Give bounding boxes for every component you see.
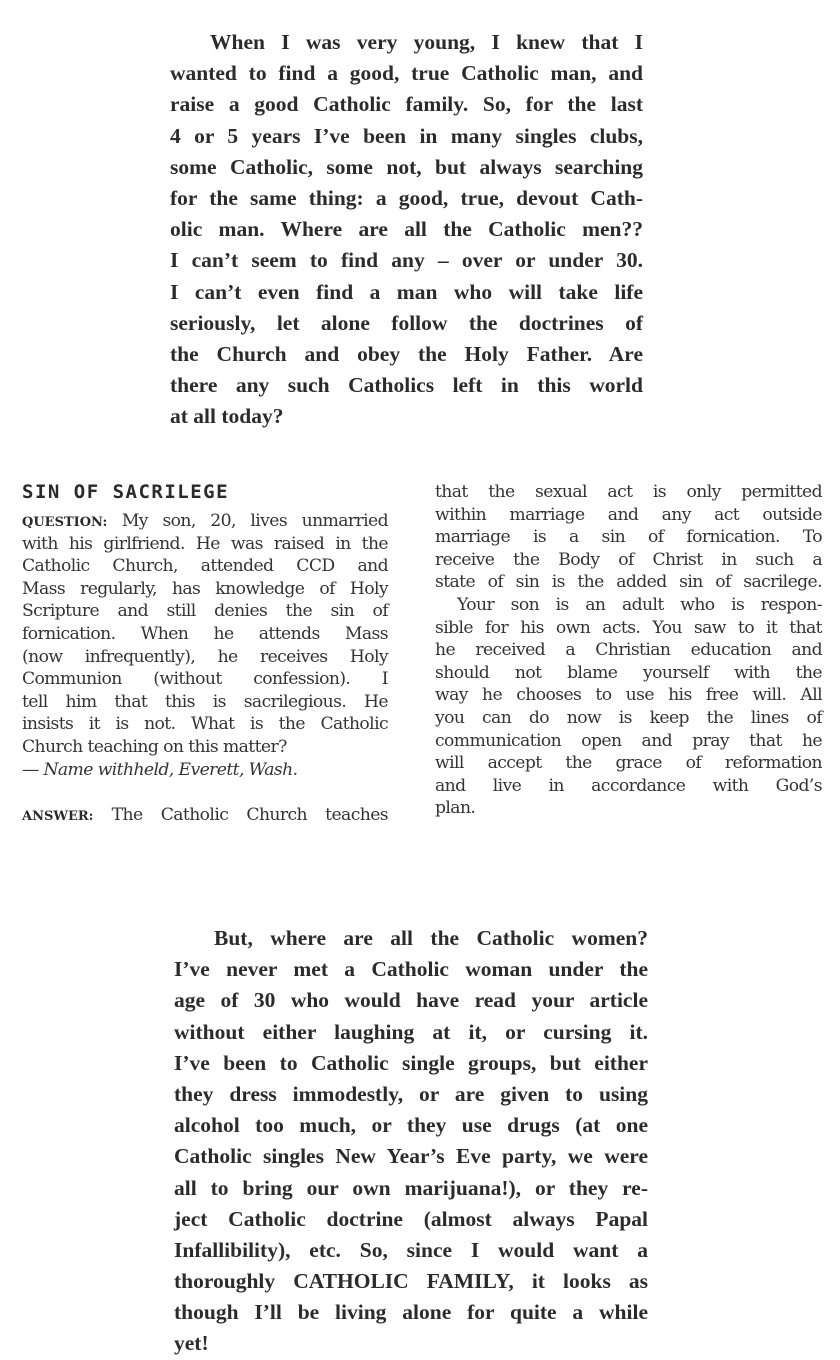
text-line: marriage is a sin of fornication. To [435, 527, 822, 548]
text-line: sible for his own acts. You saw to it that [435, 617, 822, 638]
text-line: you can do now is keep the lines of [435, 707, 822, 728]
text-line: age of 30 who would have read your article [174, 988, 648, 1013]
answer-column [435, 481, 822, 820]
text-line: (now infrequently), he receives Holy [22, 646, 388, 667]
text-line: at all today? [170, 404, 284, 429]
text-line: But, where are all the Catholic women? [214, 926, 648, 950]
letter-excerpt-bottom [174, 923, 648, 1360]
text-line: he received a Christian education and [435, 640, 822, 661]
text-line: tell him that this is sacrilegious. He [22, 691, 388, 712]
text-line: I can’t seem to find any – over or under 30. [170, 248, 643, 273]
text-line: communication open and pray that he [435, 730, 822, 751]
text-line: without either laughing at it, or cursing it. [174, 1019, 648, 1044]
question-text: My son, 20, lives unmarried [121, 511, 388, 531]
text-line: receive the Body of Christ in such a [435, 549, 822, 570]
text-line: will accept the grace of reformation [435, 753, 822, 774]
text-line: Catholic Church, attended CCD and [22, 556, 388, 577]
text-line: way he chooses to use his free will. All [435, 685, 822, 706]
text-line [22, 510, 388, 533]
answer-label: ANSWER: [22, 808, 94, 824]
text-line: the Church and obey the Holy Father. Are [170, 341, 643, 366]
text-line: I can’t even find a man who will take life [170, 279, 643, 304]
text-line: olic man. Where are all the Catholic men?? [170, 217, 643, 242]
text-line: thoroughly CATHOLIC FAMILY, it looks as [174, 1269, 648, 1294]
text-line: for the same thing: a good, true, devout Cath- [170, 185, 643, 210]
text-line: raise a good Catholic family. So, for the last [170, 92, 643, 117]
text-line: state of sin is the added sin of sacrilege. [435, 572, 822, 593]
spacer [22, 781, 388, 804]
question-column [22, 510, 388, 826]
text-line: Catholic singles New Year’s Eve party, we were [174, 1144, 648, 1169]
signature: — Name withheld, Everett, Wash. [22, 759, 298, 780]
answer-text: The Catholic Church teaches [111, 804, 388, 825]
text-line: and live in accordance with God’s [435, 775, 822, 796]
text-line: some Catholic, some not, but always searching [170, 154, 643, 179]
text-line: I’ve never met a Catholic woman under the [174, 957, 648, 982]
letter-excerpt-top [170, 27, 643, 432]
text-line: Infallibility), etc. So, since I would want a [174, 1237, 648, 1262]
text-line: plan. [435, 798, 476, 819]
section-heading: SIN OF SACRILEGE [22, 481, 230, 503]
text-line: Church teaching on this matter? [22, 736, 287, 757]
text-line: with his girlfriend. He was raised in the [22, 533, 388, 554]
text-line: insists it is not. What is the Catholic [22, 714, 388, 735]
text-line: ject Catholic doctrine (almost always Papal [174, 1206, 648, 1231]
text-line: alcohol too much, or they use drugs (at one [174, 1113, 648, 1138]
text-line: Mass regularly, has knowledge of Holy [22, 578, 388, 599]
text-line: though I’ll be living alone for quite a while [174, 1300, 648, 1325]
text-line: fornication. When he attends Mass [22, 623, 388, 644]
text-line: there any such Catholics left in this world [170, 373, 643, 398]
text-line: all to bring our own marijuana!), or they re- [174, 1175, 648, 1200]
text-line: When I was very young, I knew that I [210, 30, 643, 54]
text-line: I’ve been to Catholic single groups, but either [174, 1050, 648, 1075]
text-line: 4 or 5 years I’ve been in many singles clubs, [170, 123, 643, 148]
text-line: they dress immodestly, or are given to using [174, 1081, 648, 1106]
text-line: Communion (without confession). I [22, 669, 388, 690]
text-line: Scripture and still denies the sin of [22, 601, 388, 622]
text-line [22, 804, 388, 827]
question-label: QUESTION: [22, 515, 108, 530]
text-line: within marriage and any act outside [435, 504, 822, 525]
text-line: that the sexual act is only permitted [435, 482, 822, 502]
text-line: seriously, let alone follow the doctrines of [170, 310, 643, 335]
text-line: wanted to find a good, true Catholic man, and [170, 61, 643, 86]
text-line: Your son is an adult who is respon- [457, 594, 822, 615]
text-line: yet! [174, 1331, 209, 1356]
text-line: should not blame yourself with the [435, 662, 822, 683]
